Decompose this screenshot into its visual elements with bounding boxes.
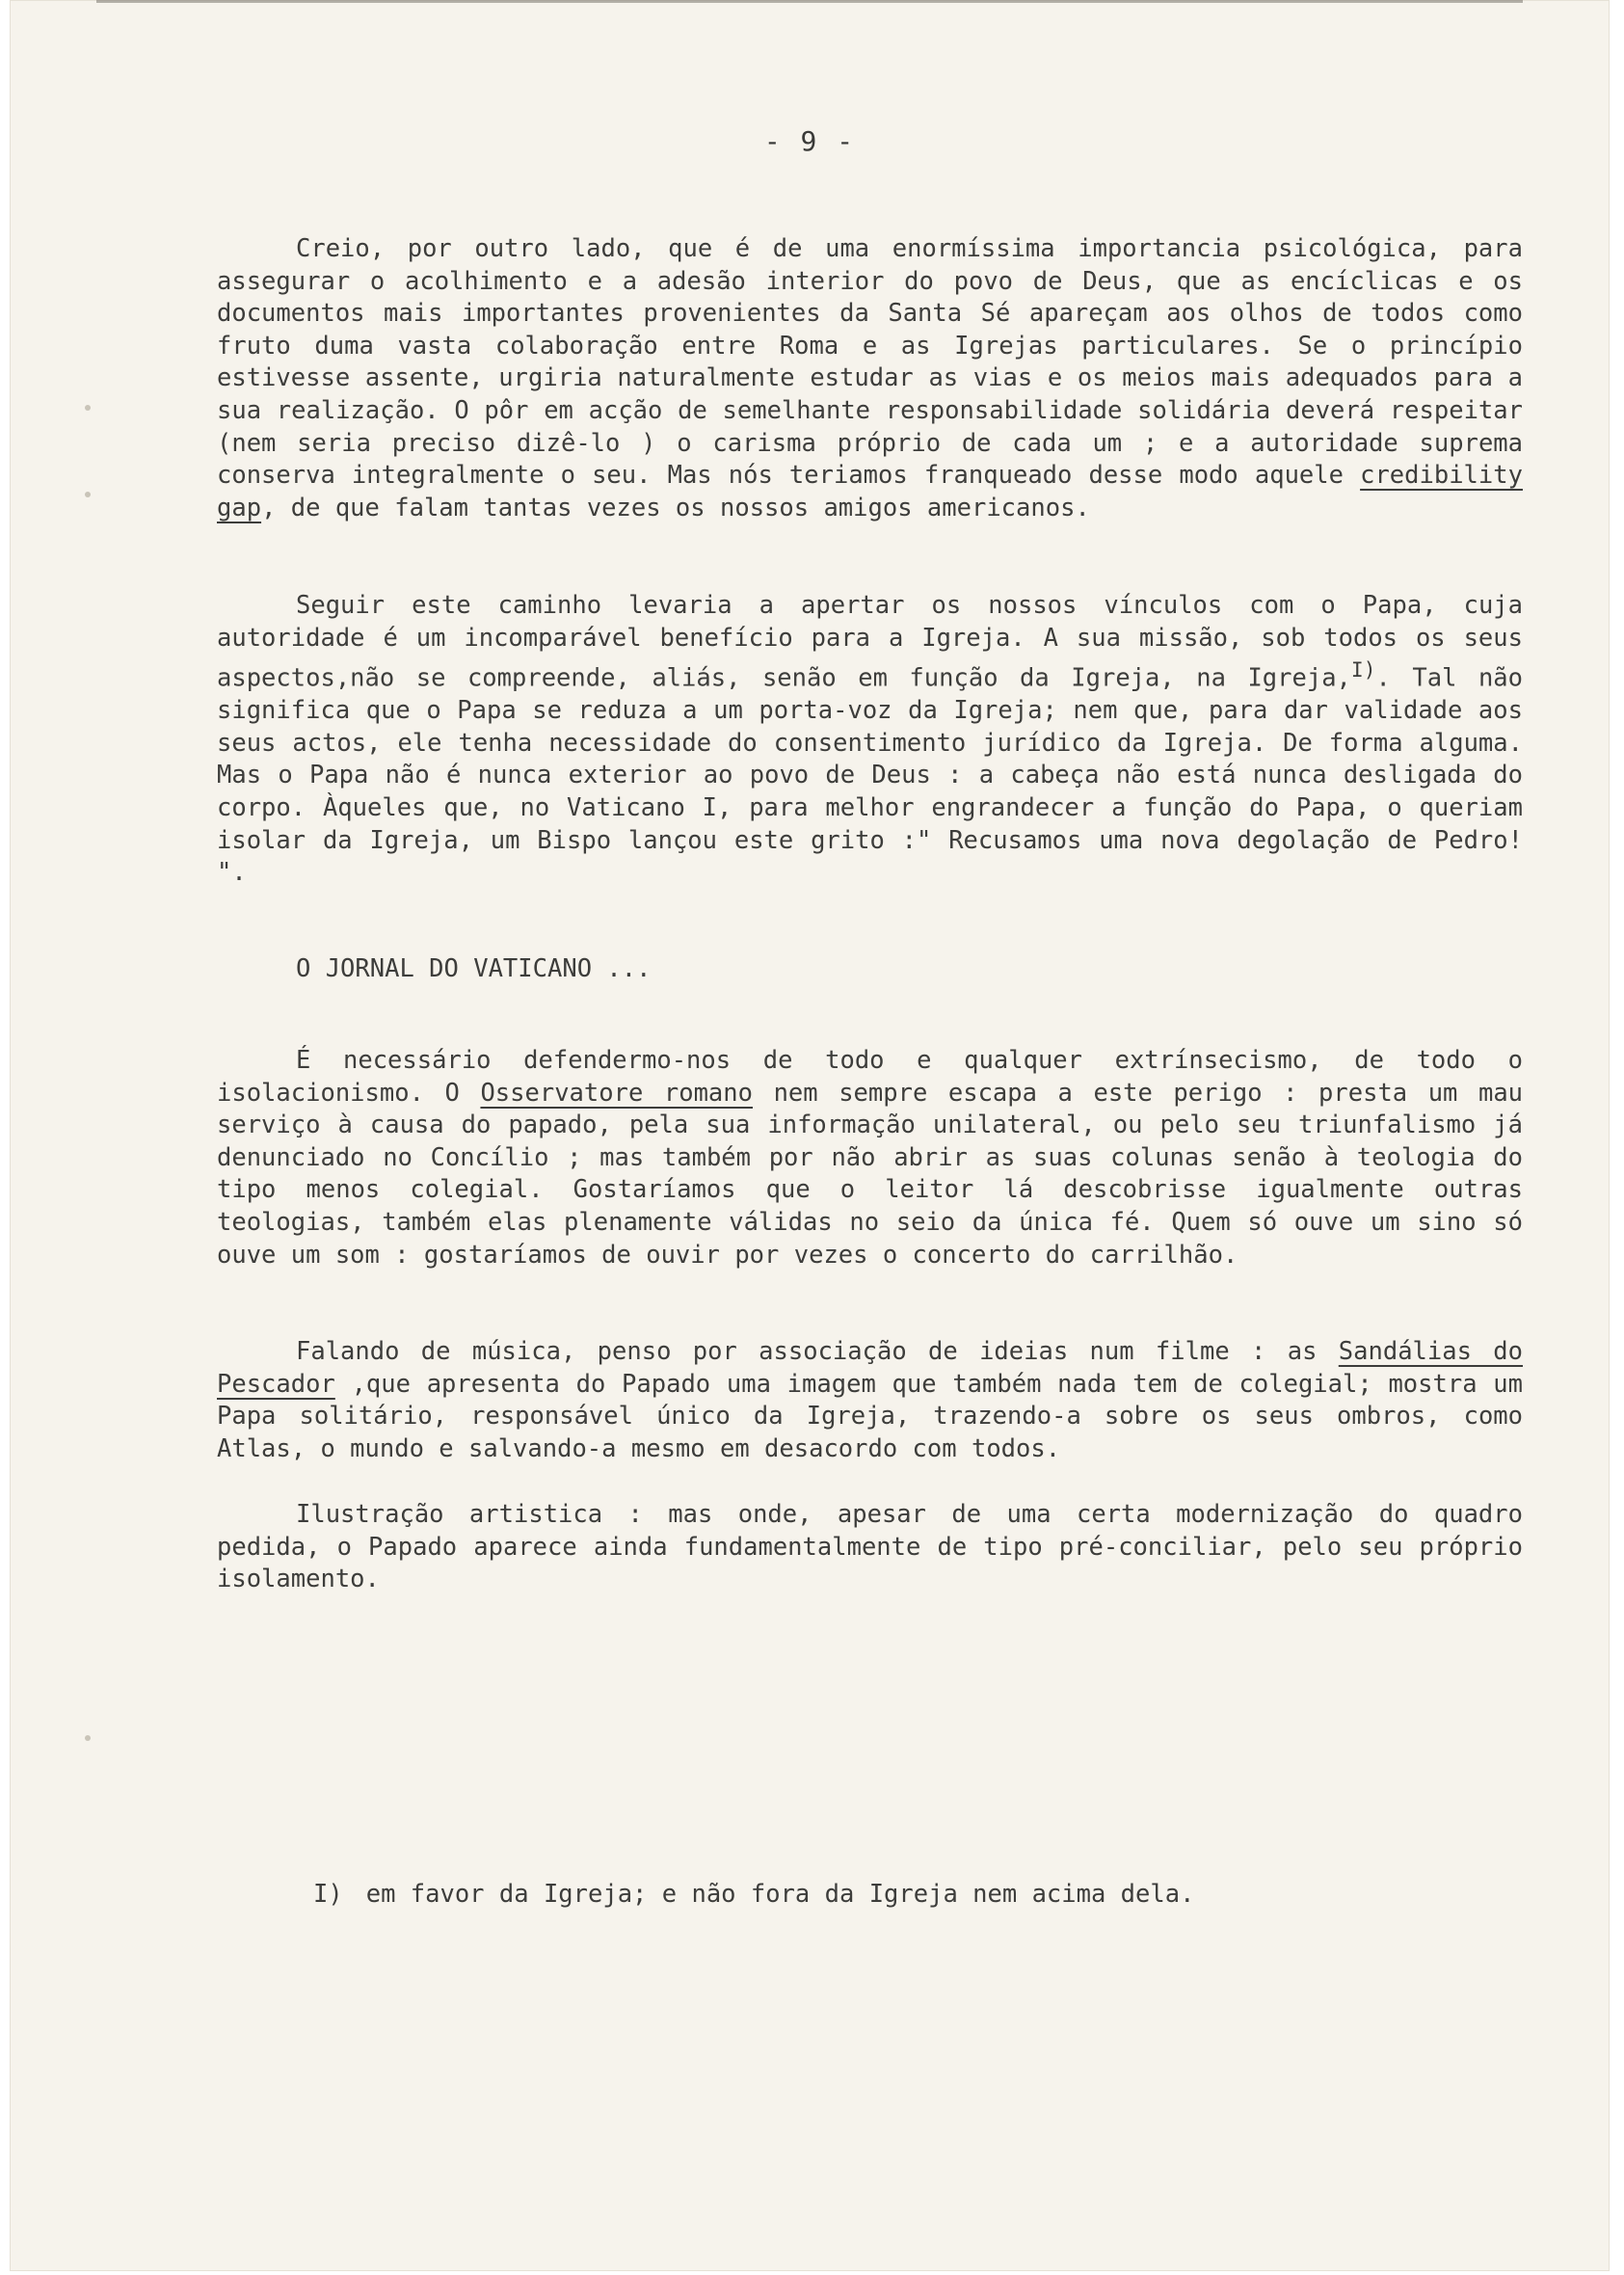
footnote-label: I) (313, 1880, 343, 1909)
paper-speck (85, 492, 91, 497)
paragraph-3 (217, 1045, 1523, 1271)
paper-speck (85, 405, 91, 411)
paragraph-text: Falando de música, penso por associação de ideias num filme : as (296, 1337, 1318, 1366)
paragraph-text: Ilustração artistica : mas onde, apesar de uma certa modernização do quadro pedida, o Papado aparece ainda fundamentalmente de tipo pré-conciliar, pelo seu próprio isolamento. (217, 1500, 1523, 1594)
paragraph-2 (217, 590, 1523, 890)
underlined-term: credibility gap (217, 461, 1523, 522)
page-number: - 9 - (763, 125, 856, 157)
paragraph-1 (217, 233, 1523, 524)
paragraph-text: , de que falam tantas vezes os nossos amigos americanos. (261, 493, 1090, 522)
footnote-reference: I) (1350, 658, 1376, 683)
paragraph-text: nem sempre escapa a este perigo : presta um mau serviço à causa do papado, pela sua informação unilateral, ou pelo seu triunfalismo já denunciado no Concílio ; mas também por não abrir as suas colunas senão à teologia do tipo menos colegial. Gostaríamos que o leitor lá descobrisse igualmente outras teologias, também elas plenamente válidas no seio da única fé. Quem só ouve um sino só ouve um som : gostaríamos de ouvir por vezes o concerto do carrilhão. (217, 1078, 1524, 1270)
footnote (313, 1880, 1194, 1909)
top-edge-line (96, 0, 1523, 3)
document-page (10, 0, 1610, 2271)
footnote-text: em favor da Igreja; e não fora da Igreja nem acima dela. (365, 1880, 1195, 1909)
paragraph-text: Seguir este caminho levaria a apertar os nossos vínculos com o Papa, cuja autoridade é um incomparável benefício para a Igreja. A sua missão, sob todos os seus aspectos,não se compreende, aliás, senão em função da Igreja, na Igreja, (217, 591, 1523, 693)
paragraph-4 (217, 1336, 1523, 1465)
underlined-term: Osservatore romano (480, 1078, 753, 1108)
section-heading: O JORNAL DO VATICANO ... (296, 954, 652, 983)
paper-speck (85, 1735, 91, 1741)
paragraph-text: Creio, por outro lado, que é de uma enormíssima importancia psicológica, para assegurar o acolhimento e a adesão interior do povo de Deus, que as encíclicas e os documentos mais importantes provenientes da Santa Sé apareçam aos olhos de todos como fruto duma vasta colaboração entre Roma e as Igrejas particulares. Se o princípio estivesse assente, urgiria naturalmente estudar as vias e os meios mais adequados para a sua realização. O pôr em acção de semelhante responsabilidade solidária deverá respeitar (nem seria preciso dizê-lo ) o carisma próprio de cada um ; e a autoridade suprema conserva integralmente o seu. Mas nós teriamos franqueado desse modo aquele (217, 234, 1523, 491)
paragraph-text: É necessário defendermo-nos de todo e qualquer extrínsecismo, de todo o isolacionismo. O (217, 1046, 1523, 1108)
paragraph-text: . Tal não significa que o Papa se reduza a um porta-voz da Igreja; nem que, para dar validade aos seus actos, ele tenha necessidade do consentimento jurídico da Igreja. De forma alguma. Mas o Papa não é nunca exterior ao povo de Deus : a cabeça não está nunca desligada do corpo. Àqueles que, no Vaticano I, para melhor engrandecer a função do Papa, o queriam isolar da Igreja, um Bispo lançou este grito :" Recusamos uma nova degolação de Pedro! ". (217, 663, 1523, 888)
underlined-term: Sandálias do Pescador (217, 1337, 1523, 1399)
paragraph-5 (217, 1499, 1523, 1596)
paragraph-text: ,que apresenta do Papado uma imagem que também nada tem de colegial; mostra um Papa solitário, responsável único da Igreja, trazendo-a sobre os seus ombros, como Atlas, o mundo e salvando-a mesmo em desacordo com todos. (217, 1369, 1523, 1463)
